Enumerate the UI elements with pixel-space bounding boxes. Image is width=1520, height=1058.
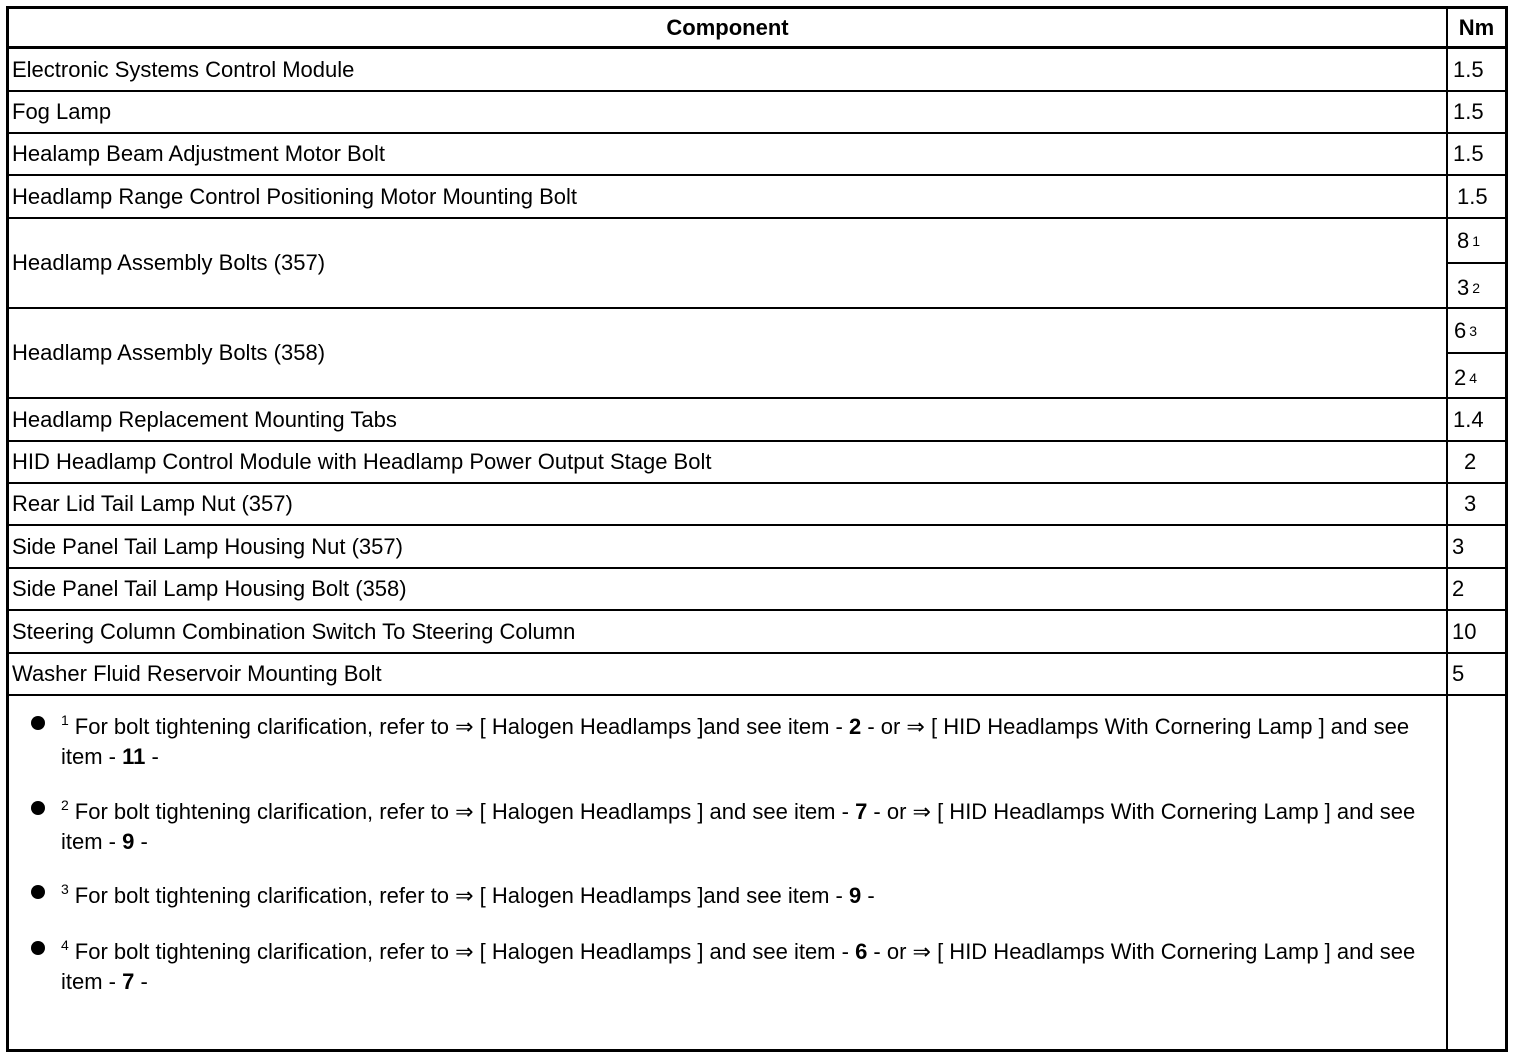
bullet-icon — [31, 885, 45, 899]
table-row — [9, 484, 1505, 526]
footnote-middle: - or ⇒ [ HID Headlamps With Cornering Lamp ] and see item - — [61, 799, 1416, 854]
nm-value — [1448, 266, 1505, 309]
item-number: 7 — [855, 799, 868, 824]
component-cell: Steering Column Combination Switch To Steering Column — [12, 618, 576, 644]
nm-split-cell — [1448, 219, 1505, 307]
component-cell: Headlamp Assembly Bolts (358) — [12, 340, 326, 365]
nm-cell: 5 — [1452, 661, 1465, 686]
table-row — [9, 611, 1505, 654]
footnote-text — [61, 930, 1441, 997]
nm-number: 2 — [1454, 364, 1467, 390]
nm-cell: 1.5 — [1457, 183, 1488, 209]
item-number: 6 — [855, 939, 868, 964]
table-row — [9, 309, 1505, 399]
nm-value — [1448, 309, 1505, 354]
nm-cell: 1.4 — [1453, 406, 1484, 432]
component-cell: Side Panel Tail Lamp Housing Nut (357) — [12, 533, 403, 559]
table-row — [9, 134, 1505, 176]
footnote-prefix: For bolt tightening clarification, refer to ⇒ [ Halogen Headlamps ]and see item - — [74, 883, 849, 908]
footnote-middle: - or ⇒ [ HID Headlamps With Cornering Lamp ] and see item - — [61, 714, 1410, 769]
nm-cell: 3 — [1464, 491, 1477, 516]
footnote-number: 3 — [61, 881, 69, 897]
table-row — [9, 654, 1505, 696]
nm-cell: 2 — [1452, 576, 1465, 601]
component-cell: Headlamp Replacement Mounting Tabs — [12, 406, 397, 432]
bullet-icon — [31, 716, 45, 730]
table-row — [9, 526, 1505, 569]
component-cell: Electronic Systems Control Module — [12, 56, 355, 82]
header-component: Component — [666, 14, 789, 40]
nm-split-cell — [1448, 309, 1505, 397]
nm-number: 3 — [1457, 274, 1470, 300]
footnote-ref: 3 — [1469, 322, 1478, 339]
table-row — [9, 176, 1505, 219]
nm-cell: 2 — [1464, 449, 1477, 474]
component-cell: Side Panel Tail Lamp Housing Bolt (358) — [12, 576, 407, 601]
table-row — [9, 569, 1505, 611]
component-cell: Headlamp Range Control Positioning Motor Mounting Bolt — [12, 183, 577, 209]
component-cell: HID Headlamp Control Module with Headlamp Power Output Stage Bolt — [12, 449, 712, 474]
table-row — [9, 399, 1505, 442]
nm-cell: 1.5 — [1453, 141, 1484, 166]
footnote-ref: 2 — [1472, 279, 1481, 296]
footnotes — [9, 696, 1446, 1046]
bullet-icon — [31, 941, 45, 955]
footnote-text — [61, 790, 1441, 857]
bullet-icon — [31, 801, 45, 815]
table-row — [9, 219, 1505, 309]
component-cell: Healamp Beam Adjustment Motor Bolt — [12, 141, 385, 166]
footnote-text — [61, 705, 1441, 772]
nm-cell: 1.5 — [1453, 56, 1484, 82]
footnote-prefix: For bolt tightening clarification, refer to ⇒ [ Halogen Headlamps ] and see item - — [74, 939, 856, 964]
table-row — [9, 442, 1505, 484]
footnote-ref: 4 — [1469, 369, 1478, 386]
nm-cell: 3 — [1452, 533, 1465, 559]
component-cell: Headlamp Assembly Bolts (357) — [12, 250, 326, 275]
footnote-suffix: - — [861, 883, 875, 908]
item-number: 7 — [122, 969, 135, 994]
component-cell: Fog Lamp — [12, 99, 112, 124]
item-number: 9 — [122, 829, 135, 854]
footnote-suffix: - — [134, 969, 148, 994]
table-row — [9, 92, 1505, 134]
nm-number: 8 — [1457, 227, 1470, 253]
footnote-suffix: - — [134, 829, 148, 854]
item-number: 2 — [848, 714, 862, 739]
footnote-number: 1 — [61, 712, 69, 728]
footnote-text — [61, 874, 1441, 911]
footnote-number: 2 — [61, 797, 69, 813]
nm-value — [1448, 219, 1505, 264]
nm-cell: 10 — [1452, 618, 1477, 644]
footnote-prefix: For bolt tightening clarification, refer to ⇒ [ Halogen Headlamps ] and see item - — [74, 799, 856, 824]
footnote-number: 4 — [61, 937, 69, 953]
nm-cell: 1.5 — [1453, 99, 1484, 124]
header-nm: Nm — [1458, 14, 1495, 40]
nm-value — [1448, 356, 1505, 399]
component-cell: Washer Fluid Reservoir Mounting Bolt — [12, 661, 382, 686]
footnote-suffix: - — [145, 744, 159, 769]
footnote-ref: 1 — [1472, 232, 1481, 249]
footnote-prefix: For bolt tightening clarification, refer to ⇒ [ Halogen Headlamps ]and see item - — [74, 714, 849, 739]
nm-number: 6 — [1454, 317, 1467, 343]
component-cell: Rear Lid Tail Lamp Nut (357) — [12, 491, 293, 516]
table-header — [9, 9, 1505, 49]
item-number: 11 — [122, 744, 146, 769]
item-number: 9 — [848, 883, 862, 908]
table-row — [9, 49, 1505, 92]
footnote-middle: - or ⇒ [ HID Headlamps With Cornering Lamp ] and see item - — [61, 939, 1416, 994]
